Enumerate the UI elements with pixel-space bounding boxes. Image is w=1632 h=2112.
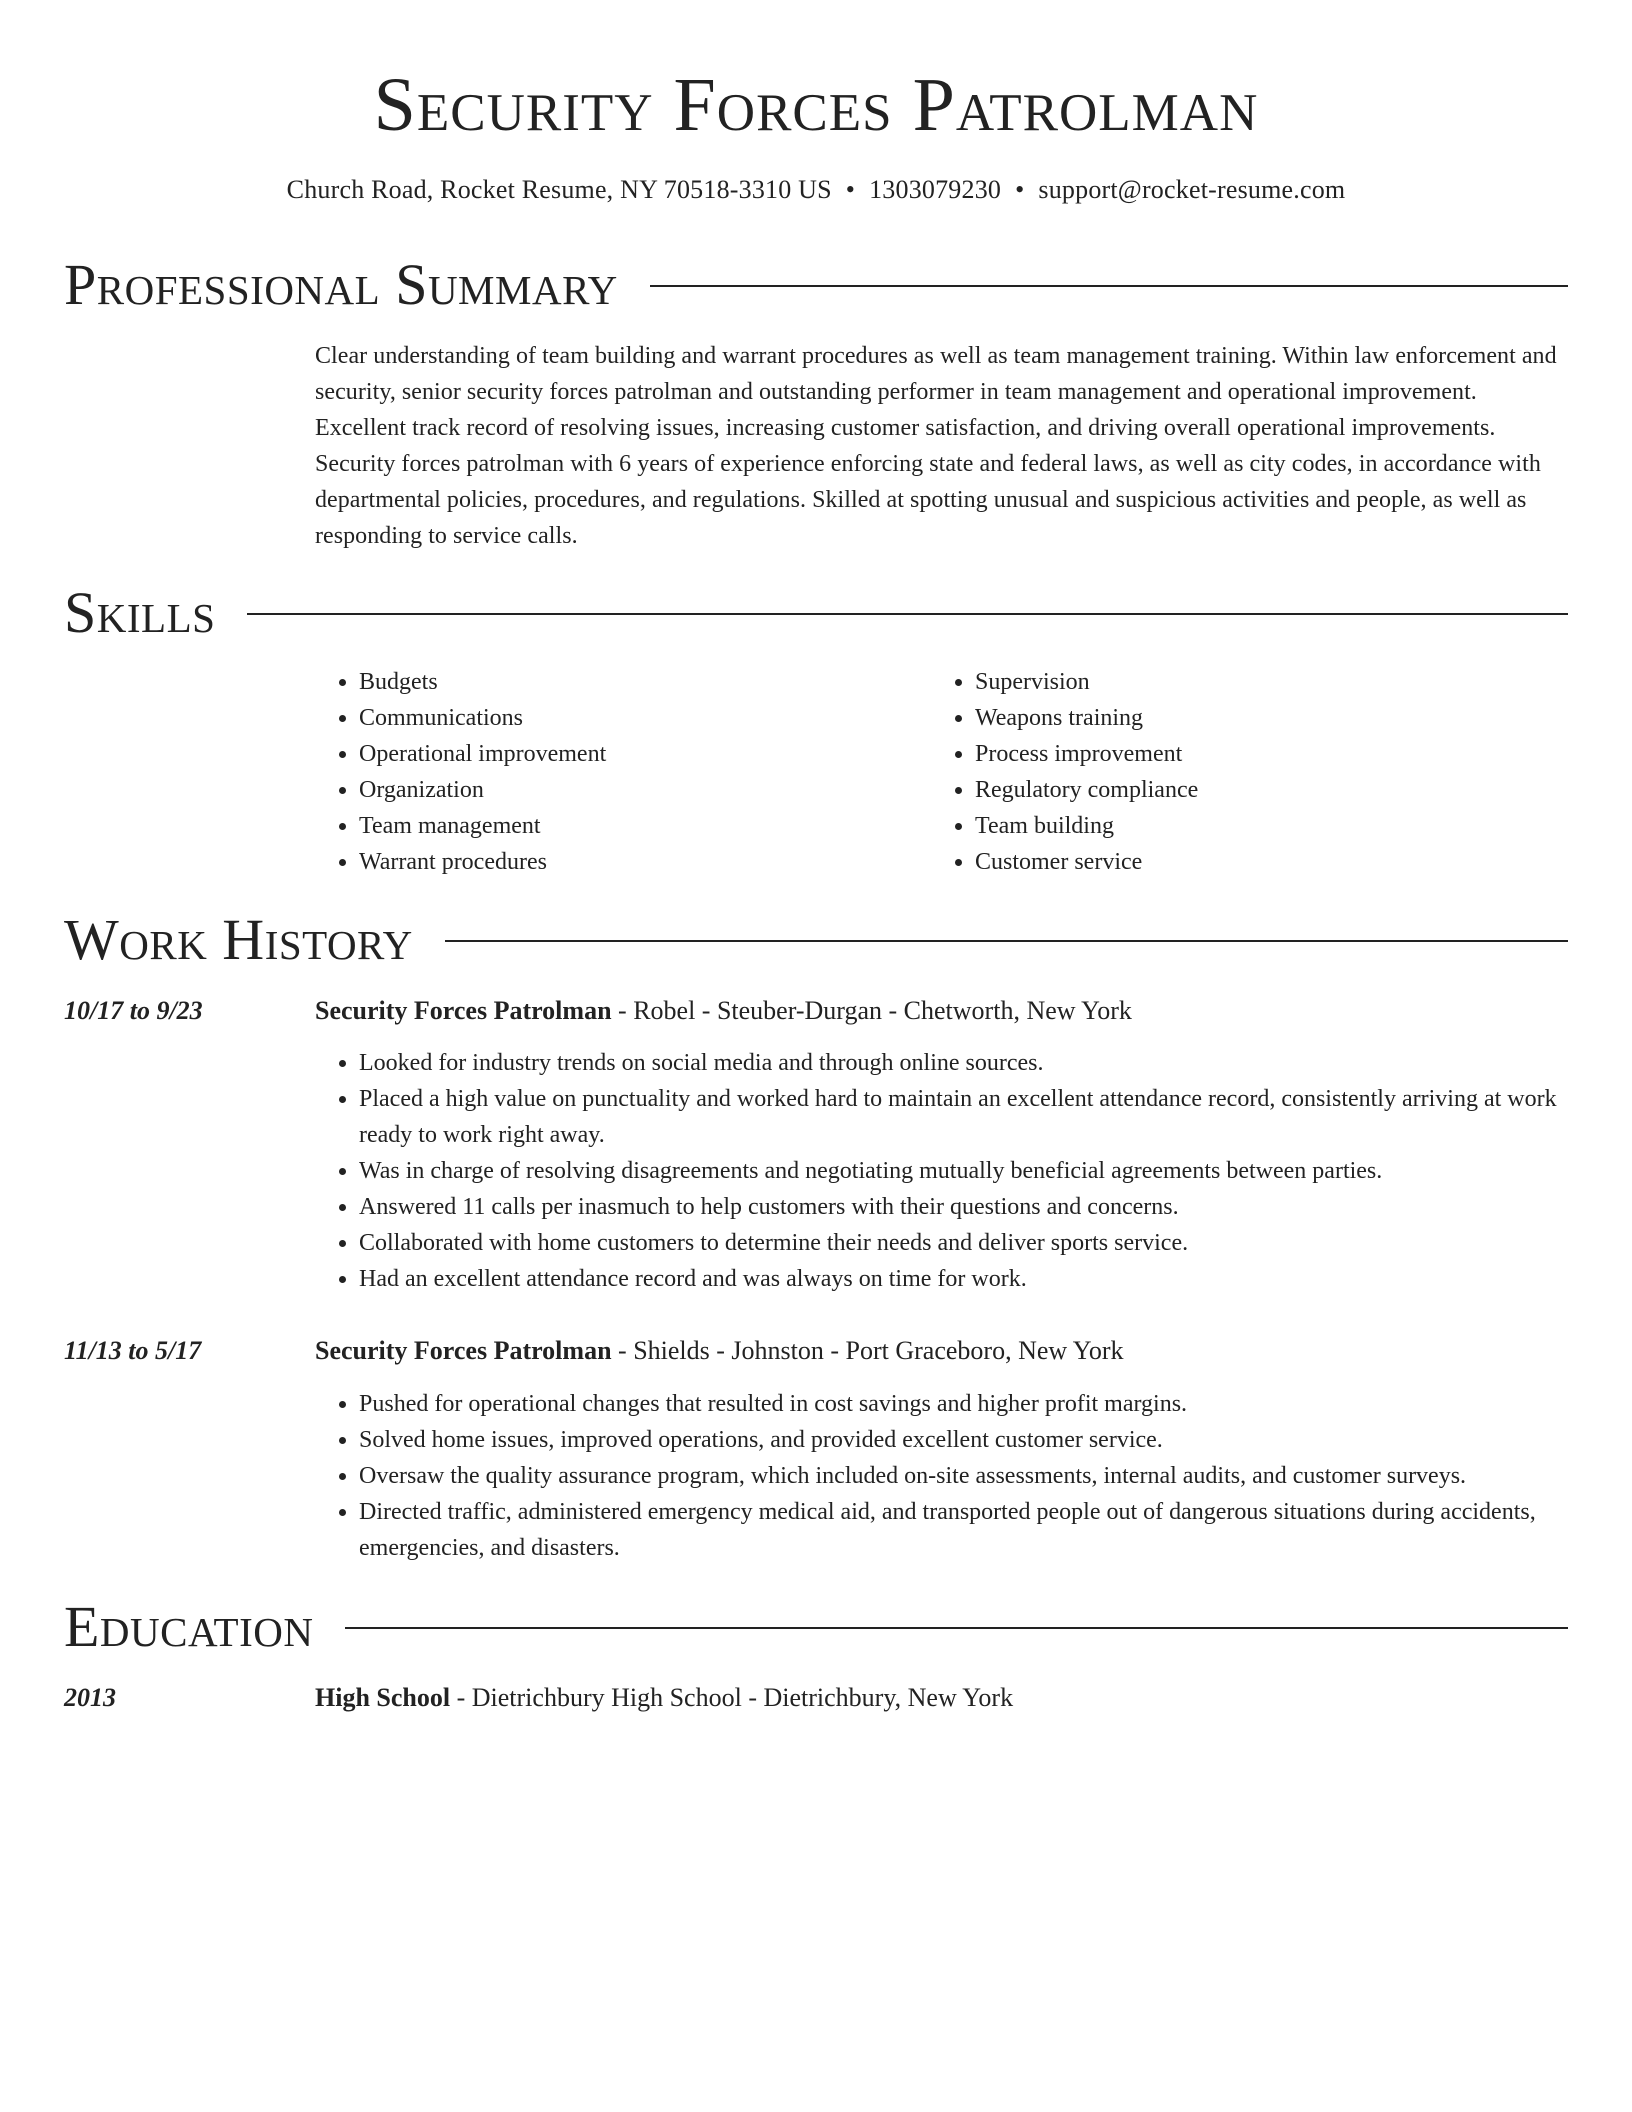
job-title-line [315,993,1568,1029]
contact-separator: • [845,175,856,204]
section-divider [650,285,1568,287]
job-bullet: • Solved home issues, improved operations, and provided excellent customer service. [359,1422,1568,1458]
education-degree: High School [315,1683,451,1712]
contact-address: Church Road, Rocket Resume, NY 70518-3310 US [286,175,832,204]
contact-line [64,172,1568,208]
skill-item: • Team management [359,808,931,844]
skills-section-header [64,581,1568,645]
summary-block [315,338,1568,554]
work-heading: Work History [64,907,413,972]
section-divider [445,940,1568,942]
job-title-line [315,1333,1568,1369]
job-bullet: • Looked for industry trends on social media and through online sources. [359,1045,1568,1081]
contact-email[interactable]: support@rocket-resume.com [1038,175,1346,204]
job-bullet: • Had an excellent attendance record and was always on time for work. [359,1261,1568,1297]
education-school: - Dietrichbury High School - Dietrichbury, New York [450,1683,1014,1712]
education-section-header [64,1595,1568,1659]
contact-phone: 1303079230 [869,175,1002,204]
contact-separator: • [1015,175,1025,204]
skill-item: • Weapons training [975,700,1547,736]
education-year: 2013 [64,1683,116,1712]
summary-section-header [64,253,1568,317]
skill-item: • Regulatory compliance [975,772,1547,808]
skills-list-left [315,664,931,880]
skill-item: • Supervision [975,664,1547,700]
skill-item: • Team building [975,808,1547,844]
skills-list-right [931,664,1547,880]
job-dates: 10/17 to 9/23 [64,996,203,1025]
job-bullets [315,1386,1568,1566]
job-bullet: • Placed a high value on punctuality and worked hard to maintain an excellent attendance record, consistently arriving at work ready to work right away. [359,1081,1568,1153]
job-title: Security Forces Patrolman [315,996,612,1025]
job-title: Security Forces Patrolman [315,1336,612,1365]
skills-heading: Skills [64,580,216,645]
job-bullet: • Oversaw the quality assurance program, which included on-site assessments, internal audits, and customer surveys. [359,1458,1568,1494]
skill-item: • Process improvement [975,736,1547,772]
job-bullet: • Answered 11 calls per inasmuch to help customers with their questions and concerns. [359,1189,1568,1225]
skill-item: • Customer service [975,844,1547,880]
section-divider [247,613,1568,615]
section-divider [345,1627,1568,1629]
job-bullets-block [315,1386,1568,1566]
education-line [315,1680,1568,1716]
skill-item: • Communications [359,700,931,736]
skills-block [315,664,1568,880]
job-bullets-block [315,1045,1568,1297]
work-section-header [64,908,1568,972]
job-bullet: • Was in charge of resolving disagreements and negotiating mutually beneficial agreements between parties. [359,1153,1568,1189]
skill-item: • Organization [359,772,931,808]
resume-name: Security Forces Patrolman [373,63,1259,147]
skill-item: • Operational improvement [359,736,931,772]
education-heading: Education [64,1594,314,1659]
job-bullet: • Directed traffic, administered emergency medical aid, and transported people out of dangerous situations during accidents, emergencies, and disasters. [359,1494,1568,1566]
job-bullets [315,1045,1568,1297]
skill-item: • Budgets [359,664,931,700]
job-bullet: • Pushed for operational changes that resulted in cost savings and higher profit margins. [359,1386,1568,1422]
summary-text: Clear understanding of team building and warrant procedures as well as team management training. Within law enforcement and security, senior security forces patrolman and outstanding performer in team management and operational improvement. Excellent track record of resolving issues, increasing customer satisfaction, and driving overall operational improvements. Security forces patrolman with 6 years of experience enforcing state and federal laws, as well as city codes, in accordance with departmental policies, procedures, and regulations. Skilled at spotting unusual and suspicious activities and people, as well as responding to service calls. [315,343,1557,549]
job-employer: - Robel - Steuber-Durgan - Chetworth, New York [611,996,1132,1025]
job-employer: - Shields - Johnston - Port Graceboro, New York [611,1336,1124,1365]
job-bullet: • Collaborated with home customers to determine their needs and deliver sports service. [359,1225,1568,1261]
summary-heading: Professional Summary [64,252,618,317]
skill-item: • Warrant procedures [359,844,931,880]
job-dates: 11/13 to 5/17 [64,1336,202,1365]
